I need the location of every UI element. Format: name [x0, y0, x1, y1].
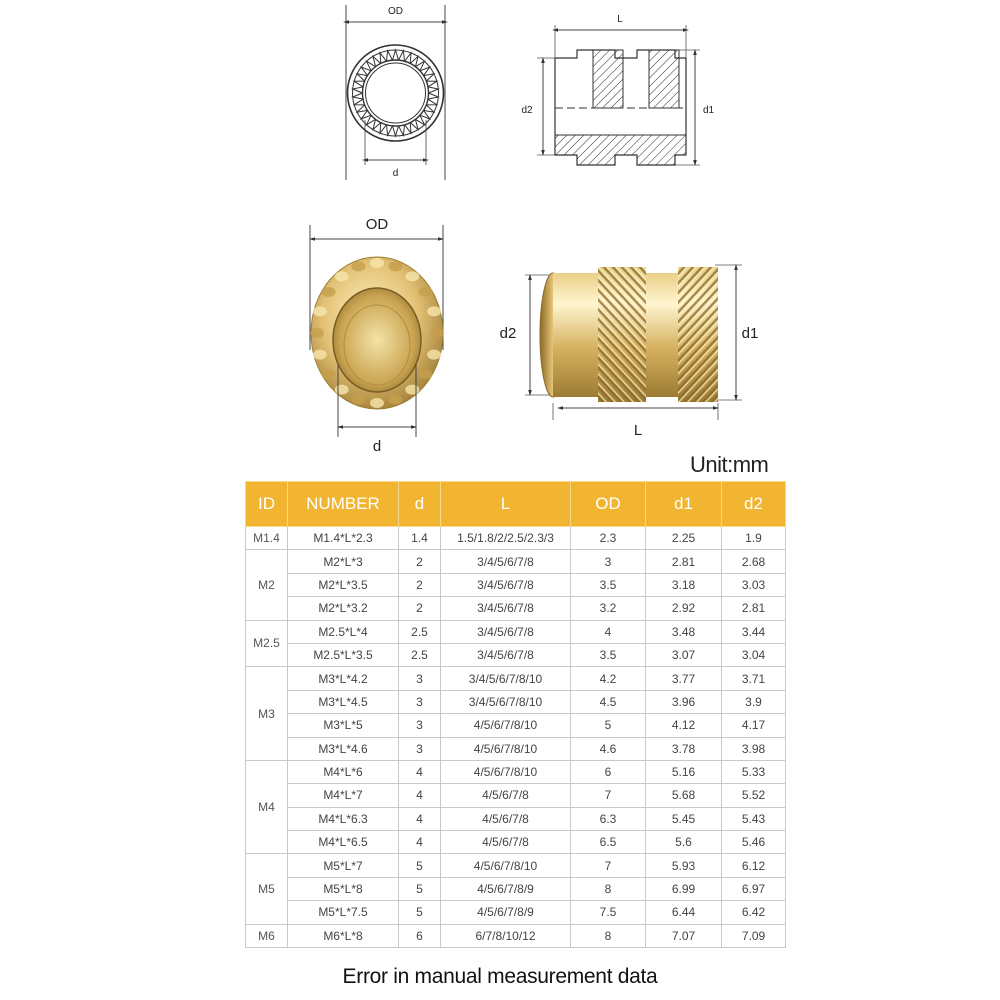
cell-d1: 5.6 [646, 831, 722, 854]
cell-number: M2*L*3.2 [288, 597, 399, 620]
cell-d: 4 [399, 784, 441, 807]
cell-od: 4.2 [571, 667, 646, 690]
cell-d: 5 [399, 877, 441, 900]
spec-table [245, 481, 786, 948]
cell-d1: 5.93 [646, 854, 722, 877]
cell-number: M6*L*8 [288, 924, 399, 947]
cell-d2: 1.9 [722, 527, 786, 550]
table-row [246, 924, 786, 947]
cell-od: 3 [571, 550, 646, 573]
cell-number: M3*L*5 [288, 714, 399, 737]
cross-section-drawing [515, 0, 725, 185]
cell-d2: 3.9 [722, 690, 786, 713]
cell-d2: 3.71 [722, 667, 786, 690]
cell-od: 6 [571, 760, 646, 783]
table-row [246, 877, 786, 900]
cell-id: M4 [246, 760, 288, 854]
table-row [246, 737, 786, 760]
cell-d2: 6.12 [722, 854, 786, 877]
table-body [246, 527, 786, 948]
cell-d2: 4.17 [722, 714, 786, 737]
table-header-row [246, 482, 786, 527]
cell-d1: 3.77 [646, 667, 722, 690]
cell-d1: 3.48 [646, 620, 722, 643]
cell-d2: 3.04 [722, 643, 786, 666]
brass-insert-side-photo [490, 255, 770, 445]
cell-d2: 7.09 [722, 924, 786, 947]
cell-number: M2.5*L*4 [288, 620, 399, 643]
cell-number: M1.4*L*2.3 [288, 527, 399, 550]
cell-d: 3 [399, 714, 441, 737]
cell-d: 4 [399, 760, 441, 783]
cell-number: M4*L*6.5 [288, 831, 399, 854]
cell-number: M3*L*4.5 [288, 690, 399, 713]
cell-d1: 2.81 [646, 550, 722, 573]
cell-d1: 6.44 [646, 901, 722, 924]
cell-d1: 5.68 [646, 784, 722, 807]
header-number: NUMBER [288, 482, 399, 527]
cell-d2: 5.52 [722, 784, 786, 807]
cell-d: 4 [399, 831, 441, 854]
cell-l: 3/4/5/6/7/8/10 [441, 667, 571, 690]
l-photo-label: L [633, 422, 643, 439]
cell-l: 3/4/5/6/7/8/10 [441, 690, 571, 713]
table-row [246, 760, 786, 783]
cell-od: 4.6 [571, 737, 646, 760]
cell-number: M3*L*4.2 [288, 667, 399, 690]
cell-d: 2.5 [399, 620, 441, 643]
cell-d2: 6.97 [722, 877, 786, 900]
header-d2: d2 [722, 482, 786, 527]
cell-od: 2.3 [571, 527, 646, 550]
cell-od: 6.3 [571, 807, 646, 830]
table-row [246, 831, 786, 854]
cell-d: 5 [399, 854, 441, 877]
cell-od: 8 [571, 877, 646, 900]
cell-d1: 3.18 [646, 573, 722, 596]
table-row [246, 690, 786, 713]
cell-number: M2.5*L*3.5 [288, 643, 399, 666]
cell-d2: 3.98 [722, 737, 786, 760]
end-view-drawing [330, 0, 460, 185]
cell-od: 7.5 [571, 901, 646, 924]
cell-l: 4/5/6/7/8/10 [441, 854, 571, 877]
cell-l: 4/5/6/7/8/10 [441, 737, 571, 760]
header-id: ID [246, 482, 288, 527]
cell-d: 3 [399, 667, 441, 690]
l-dimension-label: L [617, 14, 623, 25]
cell-l: 4/5/6/7/8 [441, 831, 571, 854]
cell-d: 2 [399, 550, 441, 573]
cell-d: 4 [399, 807, 441, 830]
cell-l: 3/4/5/6/7/8 [441, 620, 571, 643]
cell-od: 5 [571, 714, 646, 737]
d-dimension-label: d [392, 168, 399, 179]
cell-number: M5*L*7 [288, 854, 399, 877]
cell-d2: 6.42 [722, 901, 786, 924]
cell-od: 7 [571, 784, 646, 807]
cell-l: 4/5/6/7/8/10 [441, 714, 571, 737]
cell-d2: 5.43 [722, 807, 786, 830]
brass-insert-end-photo [300, 205, 450, 460]
cell-d1: 7.07 [646, 924, 722, 947]
cell-d: 1.4 [399, 527, 441, 550]
table-row [246, 784, 786, 807]
header-l: L [441, 482, 571, 527]
cell-od: 3.5 [571, 643, 646, 666]
cell-l: 3/4/5/6/7/8 [441, 550, 571, 573]
cell-l: 4/5/6/7/8/10 [441, 760, 571, 783]
knurl-band [490, 265, 770, 405]
cell-number: M2*L*3 [288, 550, 399, 573]
cell-number: M4*L*6.3 [288, 807, 399, 830]
cell-number: M4*L*6 [288, 760, 399, 783]
cell-d1: 3.96 [646, 690, 722, 713]
cell-d1: 5.16 [646, 760, 722, 783]
cell-od: 3.2 [571, 597, 646, 620]
cell-l: 3/4/5/6/7/8 [441, 597, 571, 620]
d2-dimension-label: d2 [521, 105, 533, 116]
cell-l: 6/7/8/10/12 [441, 924, 571, 947]
cell-id: M5 [246, 854, 288, 924]
cell-d: 2 [399, 573, 441, 596]
cell-d: 6 [399, 924, 441, 947]
cell-d2: 3.44 [722, 620, 786, 643]
cell-id: M2 [246, 550, 288, 620]
d1-dimension-label: d1 [703, 105, 715, 116]
cell-l: 3/4/5/6/7/8 [441, 643, 571, 666]
table-row [246, 597, 786, 620]
table-row [246, 527, 786, 550]
table-row [246, 901, 786, 924]
d1-photo-label: d1 [741, 325, 759, 342]
cell-od: 8 [571, 924, 646, 947]
cell-l: 3/4/5/6/7/8 [441, 573, 571, 596]
table-row [246, 714, 786, 737]
table-row [246, 854, 786, 877]
cell-number: M4*L*7 [288, 784, 399, 807]
table-row [246, 573, 786, 596]
header-od: OD [571, 482, 646, 527]
cell-d: 3 [399, 737, 441, 760]
table-row [246, 550, 786, 573]
cell-d1: 6.99 [646, 877, 722, 900]
table-row [246, 620, 786, 643]
cell-d: 2 [399, 597, 441, 620]
cell-d1: 2.92 [646, 597, 722, 620]
cell-d: 2.5 [399, 643, 441, 666]
table-row [246, 643, 786, 666]
cell-d1: 3.78 [646, 737, 722, 760]
cell-d1: 5.45 [646, 807, 722, 830]
cell-d: 3 [399, 690, 441, 713]
table-row [246, 807, 786, 830]
cell-l: 4/5/6/7/8 [441, 807, 571, 830]
cell-id: M3 [246, 667, 288, 761]
cell-id: M1.4 [246, 527, 288, 550]
od-dimension-label: OD [388, 6, 403, 17]
cell-l: 1.5/1.8/2/2.5/2.3/3 [441, 527, 571, 550]
cell-d2: 3.03 [722, 573, 786, 596]
cell-d1: 4.12 [646, 714, 722, 737]
cell-id: M2.5 [246, 620, 288, 667]
od-photo-label: OD [365, 216, 389, 233]
cell-d1: 3.07 [646, 643, 722, 666]
cell-od: 4.5 [571, 690, 646, 713]
cell-number: M5*L*7.5 [288, 901, 399, 924]
cell-l: 4/5/6/7/8 [441, 784, 571, 807]
cell-od: 7 [571, 854, 646, 877]
cell-id: M6 [246, 924, 288, 947]
cell-od: 4 [571, 620, 646, 643]
cell-number: M5*L*8 [288, 877, 399, 900]
footer-note: Error in manual measurement data [342, 965, 658, 988]
cell-l: 4/5/6/7/8/9 [441, 901, 571, 924]
d2-photo-label: d2 [499, 325, 517, 342]
cell-number: M2*L*3.5 [288, 573, 399, 596]
cell-od: 3.5 [571, 573, 646, 596]
cell-d: 5 [399, 901, 441, 924]
cell-d2: 5.46 [722, 831, 786, 854]
cell-number: M3*L*4.6 [288, 737, 399, 760]
unit-label: Unit:mm [690, 452, 769, 477]
header-d1: d1 [646, 482, 722, 527]
cell-od: 6.5 [571, 831, 646, 854]
cell-d2: 5.33 [722, 760, 786, 783]
cell-d2: 2.81 [722, 597, 786, 620]
d-photo-label: d [372, 438, 382, 455]
cell-d1: 2.25 [646, 527, 722, 550]
header-d: d [399, 482, 441, 527]
table-row [246, 667, 786, 690]
cell-l: 4/5/6/7/8/9 [441, 877, 571, 900]
cell-d2: 2.68 [722, 550, 786, 573]
